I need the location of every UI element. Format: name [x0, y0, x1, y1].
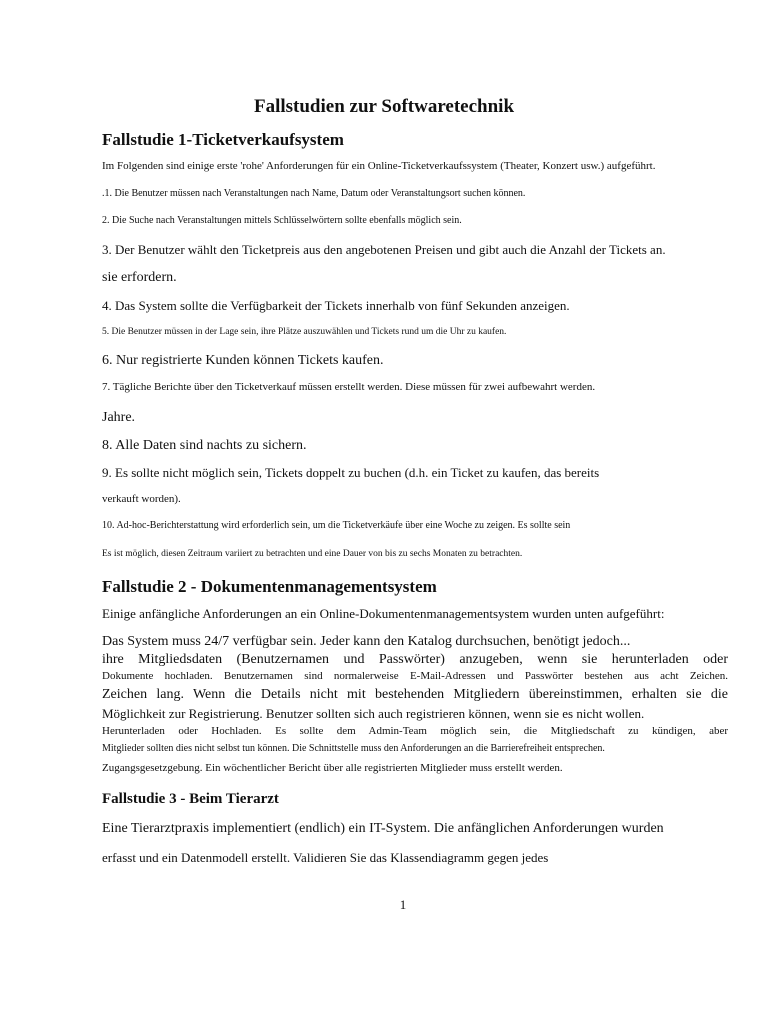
- case1-heading: Fallstudie 1-Ticketverkaufsystem: [102, 130, 344, 149]
- case2-line8: Zugangsgesetzgebung. Ein wöchentlicher Bericht über alle registrierten Mitglieder muss erstellt werden.: [102, 762, 563, 774]
- case2-line6: Herunterladen oder Hochladen. Es sollte dem Admin-Team möglich sein, die Mitgliedschaft zu kündigen, aber: [102, 725, 728, 737]
- case1-req6: 6. Nur registrierte Kunden können Tickets kaufen.: [102, 353, 384, 368]
- case1-req2: 2. Die Suche nach Veranstaltungen mittels Schlüsselwörtern sollte ebenfalls möglich sein.: [102, 215, 462, 226]
- case3-line1: Eine Tierarztpraxis implementiert (endlich) ein IT-System. Die anfänglichen Anforderungen wurden: [102, 821, 664, 836]
- case2-heading: Fallstudie 2 - Dokumentenmanagementsystem: [102, 577, 437, 596]
- case1-req10b: Es ist möglich, diesen Zeitraum variiert zu betrachten und eine Dauer von bis zu sechs Monaten zu betrachten.: [102, 549, 523, 559]
- case1-req3a: 3. Der Benutzer wählt den Ticketpreis aus den angebotenen Preisen und gibt auch die Anzahl der Tickets an.: [102, 242, 666, 257]
- case2-intro: Einige anfängliche Anforderungen an ein Online-Dokumentenmanagementsystem wurden unten aufgeführt:: [102, 606, 665, 621]
- case1-req4: 4. Das System sollte die Verfügbarkeit der Tickets innerhalb von fünf Sekunden anzeigen.: [102, 298, 570, 313]
- case2-line3: Dokumente hochladen. Benutzernamen sind normalerweise E-Mail-Adressen und Passwörter bestehen aus acht Zeichen.: [102, 670, 728, 682]
- case2-line7: Mitglieder sollten dies nicht selbst tun können. Die Schnittstelle muss den Anforderungen an die Barrierefreiheit entsprechen.: [102, 743, 605, 754]
- case1-req8: 8. Alle Daten sind nachts zu sichern.: [102, 438, 307, 453]
- case3-line2: erfasst und ein Datenmodell erstellt. Validieren Sie das Klassendiagramm gegen jedes: [102, 850, 549, 865]
- case2-line4: Zeichen lang. Wenn die Details nicht mit bestehenden Mitgliedern übereinstimmen, erhalten sie die: [102, 687, 728, 702]
- page-number: 1: [399, 897, 407, 912]
- case1-req10a: 10. Ad-hoc-Berichterstattung wird erforderlich sein, um die Ticketverkäufe über eine Woche zu zeigen. Es sollte sein: [102, 520, 571, 531]
- case1-intro: Im Folgenden sind einige erste 'rohe' Anforderungen für ein Online-Ticketverkaufssystem (Theater, Konzert usw.) aufgeführt.: [102, 160, 656, 172]
- case1-req9b: verkauft worden).: [102, 493, 181, 505]
- document-title: Fallstudien zur Softwaretechnik: [253, 96, 515, 117]
- case2-line5: Möglichkeit zur Registrierung. Benutzer sollten sich auch registrieren können, wenn sie es nicht wollen.: [102, 706, 645, 721]
- case1-req1: .1. Die Benutzer müssen nach Veranstaltungen nach Name, Datum oder Veranstaltungsort suchen können.: [102, 188, 526, 199]
- case3-heading: Fallstudie 3 - Beim Tierarzt: [102, 791, 279, 807]
- case2-line1: Das System muss 24/7 verfügbar sein. Jeder kann den Katalog durchsuchen, benötigt jedoch...: [102, 634, 631, 649]
- case1-req9a: 9. Es sollte nicht möglich sein, Tickets doppelt zu buchen (d.h. ein Ticket zu kaufen, das bereits: [102, 465, 600, 480]
- case2-line2: ihre Mitgliedsdaten (Benutzernamen und Passwörter) anzugeben, wenn sie herunterladen oder: [102, 652, 728, 667]
- case1-req7b: Jahre.: [102, 410, 136, 425]
- case1-req7a: 7. Tägliche Berichte über den Ticketverkauf müssen erstellt werden. Diese müssen für zwei aufbewahrt werden.: [102, 381, 596, 393]
- case1-req5: 5. Die Benutzer müssen in der Lage sein, ihre Plätze auszuwählen und Tickets rund um die Uhr zu kaufen.: [102, 327, 507, 337]
- case1-req3b: sie erfordern.: [102, 270, 177, 285]
